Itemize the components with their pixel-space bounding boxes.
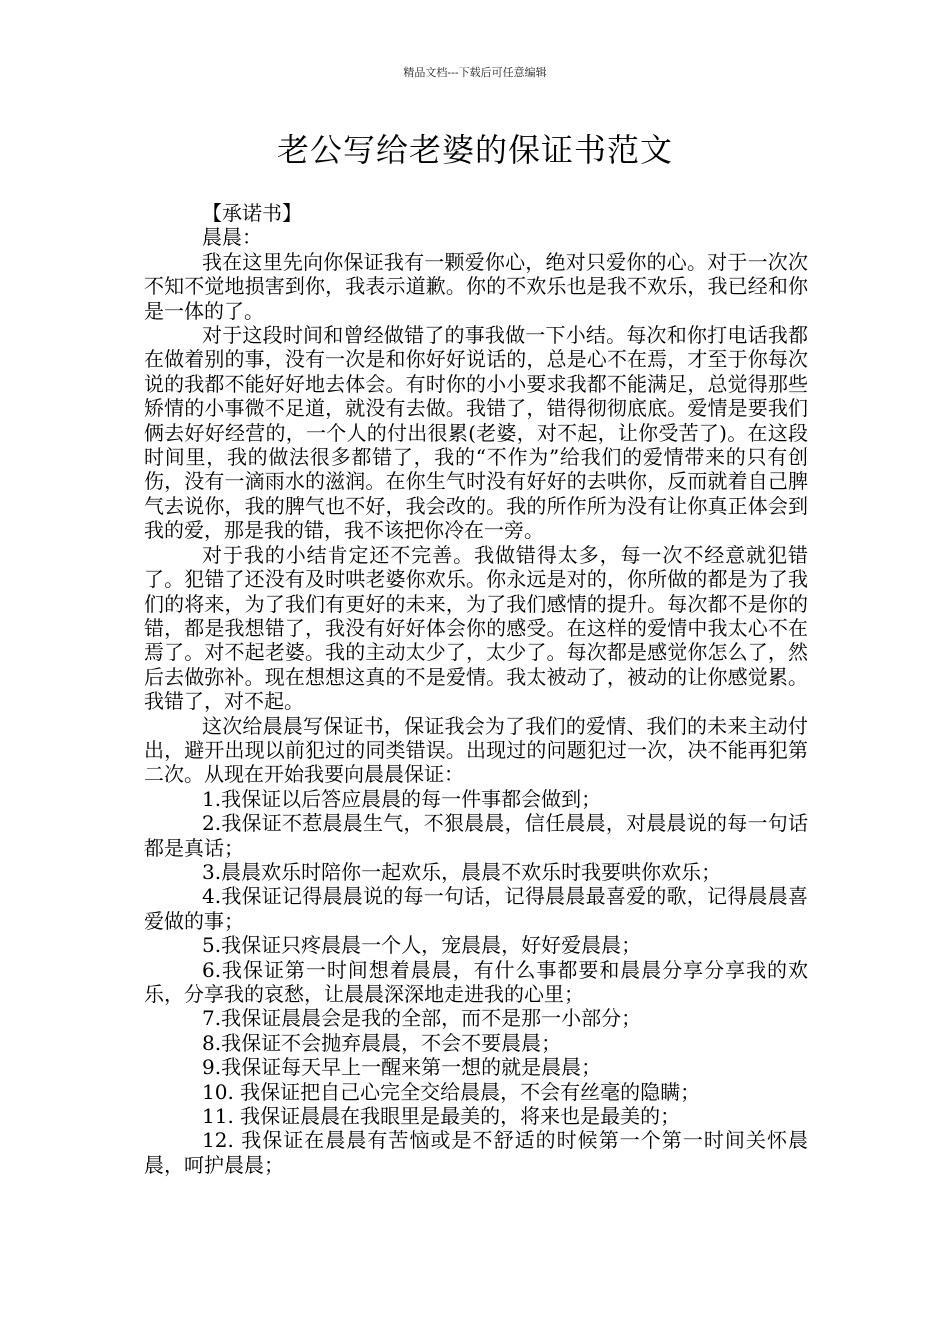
promise-item: 6.我保证第一时间想着晨晨，有什么事都要和晨晨分享分享我的欢乐，分享我的哀愁，让晨晨深深地走进我的心里； <box>144 957 808 1006</box>
body-paragraph: 这次给晨晨写保证书，保证我会为了我们的爱情、我们的未来主动付出，避开出现以前犯过的同类错误。出现过的问题犯过一次，决不能再犯第二次。从现在开始我要向晨晨保证： <box>144 713 808 787</box>
promise-item: 8.我保证不会抛弃晨晨，不会不要晨晨； <box>202 1030 562 1055</box>
promise-item: 7.我保证晨晨会是我的全部，而不是那一小部分； <box>202 1006 642 1031</box>
promise-item: 5.我保证只疼晨晨一个人，宠晨晨，好好爱晨晨； <box>202 933 642 958</box>
body-paragraph: 对于这段时间和曾经做错了的事我做一下小结。每次和你打电话我都在做着别的事，没有一次是和你好好说话的，总是心不在焉，才至于你每次说的我都不能好好地去体会。有时你的小小要求我都不能满足，总觉得那些矫情的小事微不足道，就没有去做。我错了，错得彻彻底底。爱情是要我们俩去好好经营的，一个人的付出很累(老婆，对不起，让你受苦了)。在这段时间里，我的做法很多都错了，我的“不作为”给我们的爱情带来的只有创伤，没有一滴雨水的滋润。在你生气时没有好好的去哄你，反而就着自己脾气去说你，我的脾气也不好，我会改的。我的所作所为没有让你真正体会到我的爱，那是我的错，我不该把你冷在一旁。 <box>144 323 808 543</box>
header-note: 精品文档---下载后可任意编辑 <box>403 66 547 79</box>
promise-item: 9.我保证每天早上一醒来第一想的就是晨晨； <box>202 1055 602 1080</box>
promise-item: 11. 我保证晨晨在我眼里是最美的，将来也是最美的； <box>202 1104 681 1129</box>
promise-item: 4.我保证记得晨晨说的每一句话，记得晨晨最喜爱的歌，记得晨晨喜爱做的事； <box>144 884 808 933</box>
promise-item: 1.我保证以后答应晨晨的每一件事都会做到； <box>202 786 602 811</box>
section-heading: 【承诺书】 <box>202 201 302 225</box>
document-title: 老公写给老婆的保证书范文 <box>276 131 673 169</box>
promise-item: 3.晨晨欢乐时陪你一起欢乐，晨晨不欢乐时我要哄你欢乐； <box>202 859 722 884</box>
promise-item: 2.我保证不惹晨晨生气，不狠晨晨，信任晨晨，对晨晨说的每一句话都是真话； <box>144 811 808 860</box>
body-paragraph: 对于我的小结肯定还不完善。我做错得太多，每一次不经意就犯错了。犯错了还没有及时哄老婆你欢乐。你永远是对的，你所做的都是为了我们的将来，为了我们有更好的未来，为了我们感情的提升。每次都不是你的错，都是我想错了，我没有好好体会你的感受。在这样的爱情中我太心不在焉了。对不起老婆。我的主动太少了，太少了。每次都是感觉你怎么了，然后去做弥补。现在想想这真的不是爱情。我太被动了，被动的让你感觉累。我错了，对不起。 <box>144 542 808 714</box>
promise-item: 12. 我保证在晨晨有苦恼或是不舒适的时候第一个第一时间关怀晨晨，呵护晨晨； <box>144 1128 808 1177</box>
promise-item: 10. 我保证把自己心完全交给晨晨，不会有丝毫的隐瞒； <box>202 1079 701 1104</box>
document-body <box>144 201 808 1177</box>
body-paragraph: 我在这里先向你保证我有一颗爱你心，绝对只爱你的心。对于一次次不知不觉地损害到你，我表示道歉。你的不欢乐也是我不欢乐，我已经和你是一体的了。 <box>144 249 808 323</box>
salutation: 晨晨： <box>202 225 262 250</box>
